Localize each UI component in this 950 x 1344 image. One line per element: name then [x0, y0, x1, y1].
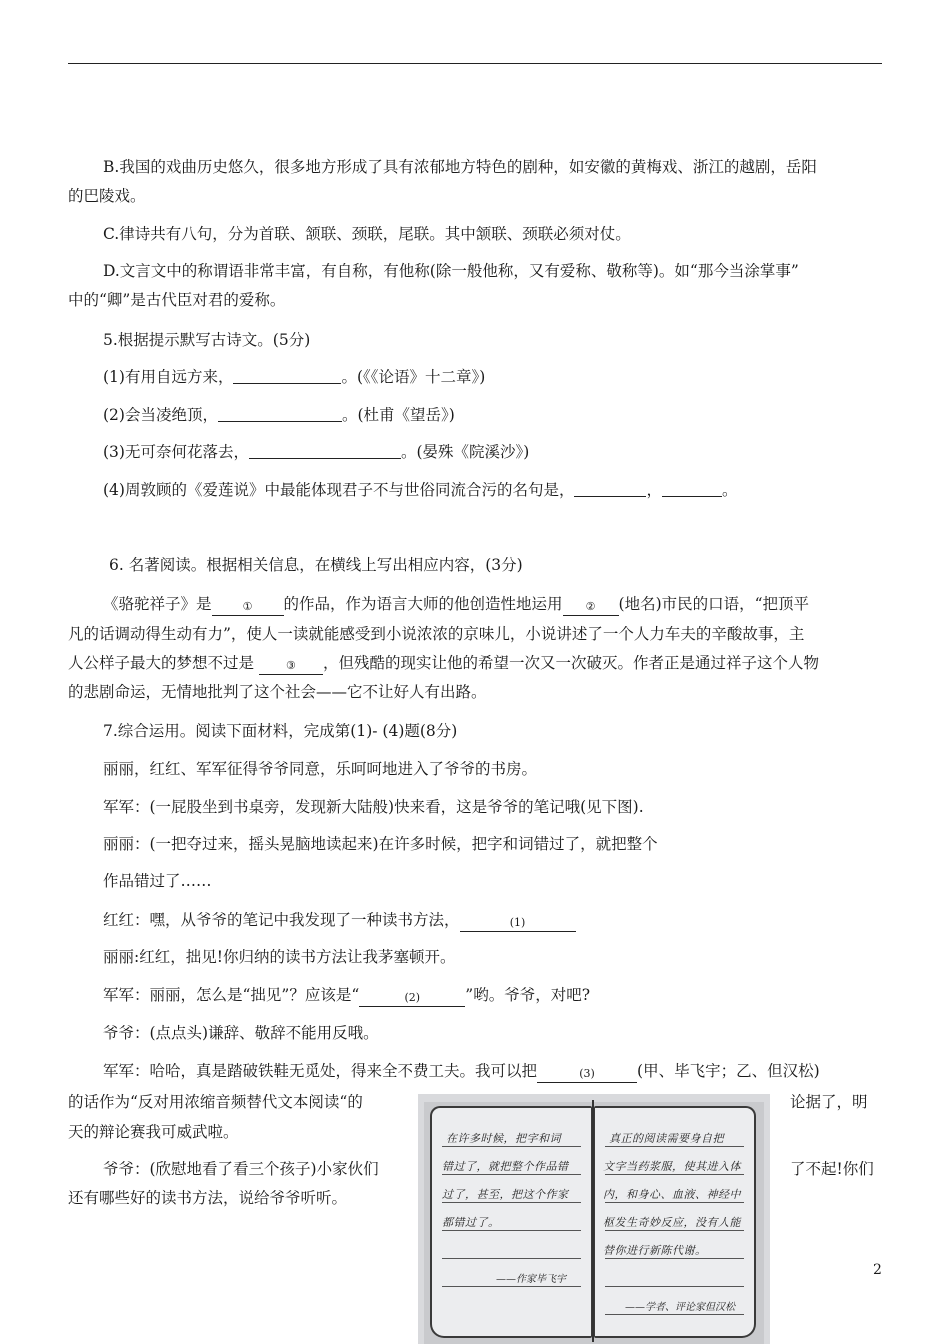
- q5-1-text: (1)有用自远方来，: [103, 368, 234, 386]
- notebook-photo: [418, 1094, 770, 1344]
- note-right-line: 枢发生奇妙反应，没有人能: [603, 1216, 741, 1229]
- notebook-right-page: [594, 1106, 756, 1338]
- option-d-line2: 中的“卿”是古代臣对君的爱称。: [68, 291, 286, 309]
- q7-mark-1: (1): [509, 916, 526, 929]
- q6-blank-3[interactable]: [259, 657, 323, 675]
- note-left-signature: ——作家毕飞宇: [496, 1274, 566, 1285]
- ruled-line: [442, 1286, 581, 1287]
- dialogue-9: [103, 1061, 820, 1083]
- q6-text-e: ，但残酷的现实让他的希望一次又一次破灭。作者正是通过祥子这个人物: [322, 654, 819, 672]
- note-left-line: 错过了，就把整个作品错: [442, 1160, 569, 1173]
- q5-3-blank[interactable]: [249, 442, 401, 459]
- note-left-line: 过了，甚至，把这个作家: [442, 1188, 569, 1201]
- ruled-line: [605, 1286, 744, 1287]
- option-b-line1: B.我国的戏曲历史悠久，很多地方形成了具有浓郁地方特色的剧种，如安徽的黄梅戏、浙江的越剧，岳阳: [103, 158, 817, 176]
- dialogue-6: 丽丽:红红，拙见!你归纳的读书方法让我茅塞顿开。: [103, 948, 456, 966]
- q5-4-period: 。: [721, 481, 738, 499]
- question-7-heading: 7.综合运用。阅读下面材料，完成第(1)- (4)题(8分): [103, 722, 458, 740]
- dialogue-7: [103, 985, 590, 1007]
- note-right-line: 替你进行新陈代谢。: [603, 1244, 707, 1257]
- option-b-line2: 的巴陵戏。: [68, 187, 146, 205]
- dialogue-5-text: 红红：嘿，从爷爷的笔记中我发现了一种读书方法，: [103, 911, 460, 929]
- question-6-line4: 的悲剧命运，无情地批判了这个社会——它不让好人有出路。: [68, 683, 487, 701]
- q7-blank-3[interactable]: [537, 1065, 637, 1083]
- q7-blank-2[interactable]: [359, 989, 465, 1007]
- ruled-line: [605, 1174, 744, 1175]
- question-6-heading: 6. 名著阅读。根据相关信息，在横线上写出相应内容，(3分): [109, 556, 523, 574]
- note-right-line: 内，和身心、血液、神经中: [603, 1188, 741, 1201]
- ruled-line: [605, 1146, 744, 1147]
- header-rule: [68, 63, 882, 64]
- q5-4-text: (4)周敦顾的《爱莲说》中最能体现君子不与世俗同流合污的名句是，: [103, 481, 575, 499]
- q6-blank-2[interactable]: [563, 598, 619, 616]
- dialogue-4: 作品错过了……: [103, 872, 212, 890]
- question-5-3: [103, 442, 529, 462]
- dialogue-7-text-b: ”哟。爷爷，对吧?: [465, 986, 591, 1004]
- ruled-line: [442, 1146, 581, 1147]
- q6-mark-3: ③: [286, 659, 296, 672]
- q6-text-b: 的作品，作为语言大师的他创造性地运用: [283, 595, 563, 613]
- q5-2-source: 。(杜甫《望岳》): [341, 406, 455, 424]
- ruled-line: [442, 1202, 581, 1203]
- dialogue-9-text-a: 军军：哈哈，真是踏破铁鞋无觅处，得来全不费工夫。我可以把: [103, 1062, 538, 1080]
- dialogue-13: 还有哪些好的读书方法，说给爷爷听听。: [68, 1189, 348, 1207]
- q5-2-text: (2)会当凌绝顶，: [103, 406, 218, 424]
- q5-4-blank-a[interactable]: [574, 480, 646, 497]
- question-6-line3: [68, 653, 819, 675]
- ruled-line: [442, 1258, 581, 1259]
- q5-1-blank[interactable]: [233, 367, 341, 384]
- dialogue-12-right: 了不起!你们: [790, 1160, 874, 1178]
- dialogue-11: 天的辩论赛我可威武啦。: [68, 1123, 239, 1141]
- dialogue-10-left: 的话作为“反对用浓缩音频替代文本阅读“的: [68, 1093, 363, 1111]
- question-5-heading: 5.根据提示默写古诗文。(5分): [103, 331, 311, 349]
- q5-4-blank-b[interactable]: [662, 480, 722, 497]
- q5-1-source: 。(《《论语》十二章》): [341, 368, 486, 386]
- dialogue-12-left: 爷爷：(欣慰地看了看三个孩子)小家伙们: [103, 1160, 379, 1178]
- q5-2-blank[interactable]: [218, 405, 342, 422]
- question-6-line2: 凡的话调动得生动有力”，使人一读就能感受到小说浓浓的京味儿，小说讲述了一个人力车夫的辛酸故事，主: [68, 625, 805, 643]
- dialogue-2: 军军：(一屁股坐到书桌旁，发现新大陆般)快来看，这是爷爷的笔记哦(见下图).: [103, 798, 644, 816]
- q6-text-c: (地名)市民的口语，“把顶平: [618, 595, 810, 613]
- dialogue-8: 爷爷：(点点头)谦辞、敬辞不能用反哦。: [103, 1024, 379, 1042]
- ruled-line: [442, 1230, 581, 1231]
- ruled-line: [605, 1230, 744, 1231]
- q6-mark-2: ②: [585, 600, 596, 613]
- question-5-1: [103, 367, 485, 387]
- q6-text-a: 《骆驼祥子》是: [103, 595, 212, 613]
- question-5-4: [103, 480, 738, 500]
- note-right-line: 真正的阅读需要身自把: [609, 1132, 724, 1145]
- note-left-line: 在许多时候，把字和词: [446, 1132, 561, 1145]
- note-left-line: 都错过了。: [442, 1216, 500, 1229]
- q7-mark-2: (2): [404, 991, 421, 1004]
- note-right-line: 文字当药浆服，使其进入体: [603, 1160, 741, 1173]
- question-5-2: [103, 405, 455, 425]
- ruled-line: [605, 1314, 744, 1315]
- ruled-line: [605, 1258, 744, 1259]
- q6-text-d: 人公样子最大的梦想不过是: [68, 654, 259, 672]
- q6-mark-1: ①: [242, 600, 253, 613]
- q5-3-text: (3)无可奈何花落去，: [103, 443, 249, 461]
- dialogue-7-text-a: 军军：丽丽，怎么是“拙见”？应该是“: [103, 986, 360, 1004]
- dialogue-3: 丽丽：(一把夺过来，摇头晃脑地读起来)在许多时候，把字和词错过了，就把整个: [103, 835, 658, 853]
- q5-4-comma: ，: [646, 481, 662, 499]
- dialogue-1: 丽丽，红红、军军征得爷爷同意，乐呵呵地进入了爷爷的书房。: [103, 760, 538, 778]
- option-c: C.律诗共有八句，分为首联、颔联、颈联，尾联。其中颔联、颈联必须对仗。: [103, 225, 631, 243]
- question-6-line1: [103, 594, 809, 616]
- dialogue-9-text-b: (甲、毕飞宇；乙、但汉松): [637, 1062, 820, 1080]
- page-number: 2: [873, 1262, 882, 1278]
- note-right-signature: ——学者、评论家但汉松: [625, 1302, 735, 1313]
- option-d-line1: D.文言文中的称谓语非常丰富，有自称，有他称(除一般他称，又有爱称、敬称等)。如“那今当涂掌事”: [103, 262, 799, 280]
- dialogue-10-right: 论据了，明: [790, 1093, 868, 1111]
- q5-3-source: 。(晏殊《院溪沙》): [400, 443, 530, 461]
- q7-blank-1[interactable]: [460, 914, 576, 932]
- q6-blank-1[interactable]: [212, 598, 284, 616]
- ruled-line: [605, 1202, 744, 1203]
- ruled-line: [442, 1174, 581, 1175]
- notebook-left-page: [430, 1106, 592, 1338]
- q7-mark-3: (3): [579, 1067, 595, 1080]
- dialogue-5: [103, 910, 576, 932]
